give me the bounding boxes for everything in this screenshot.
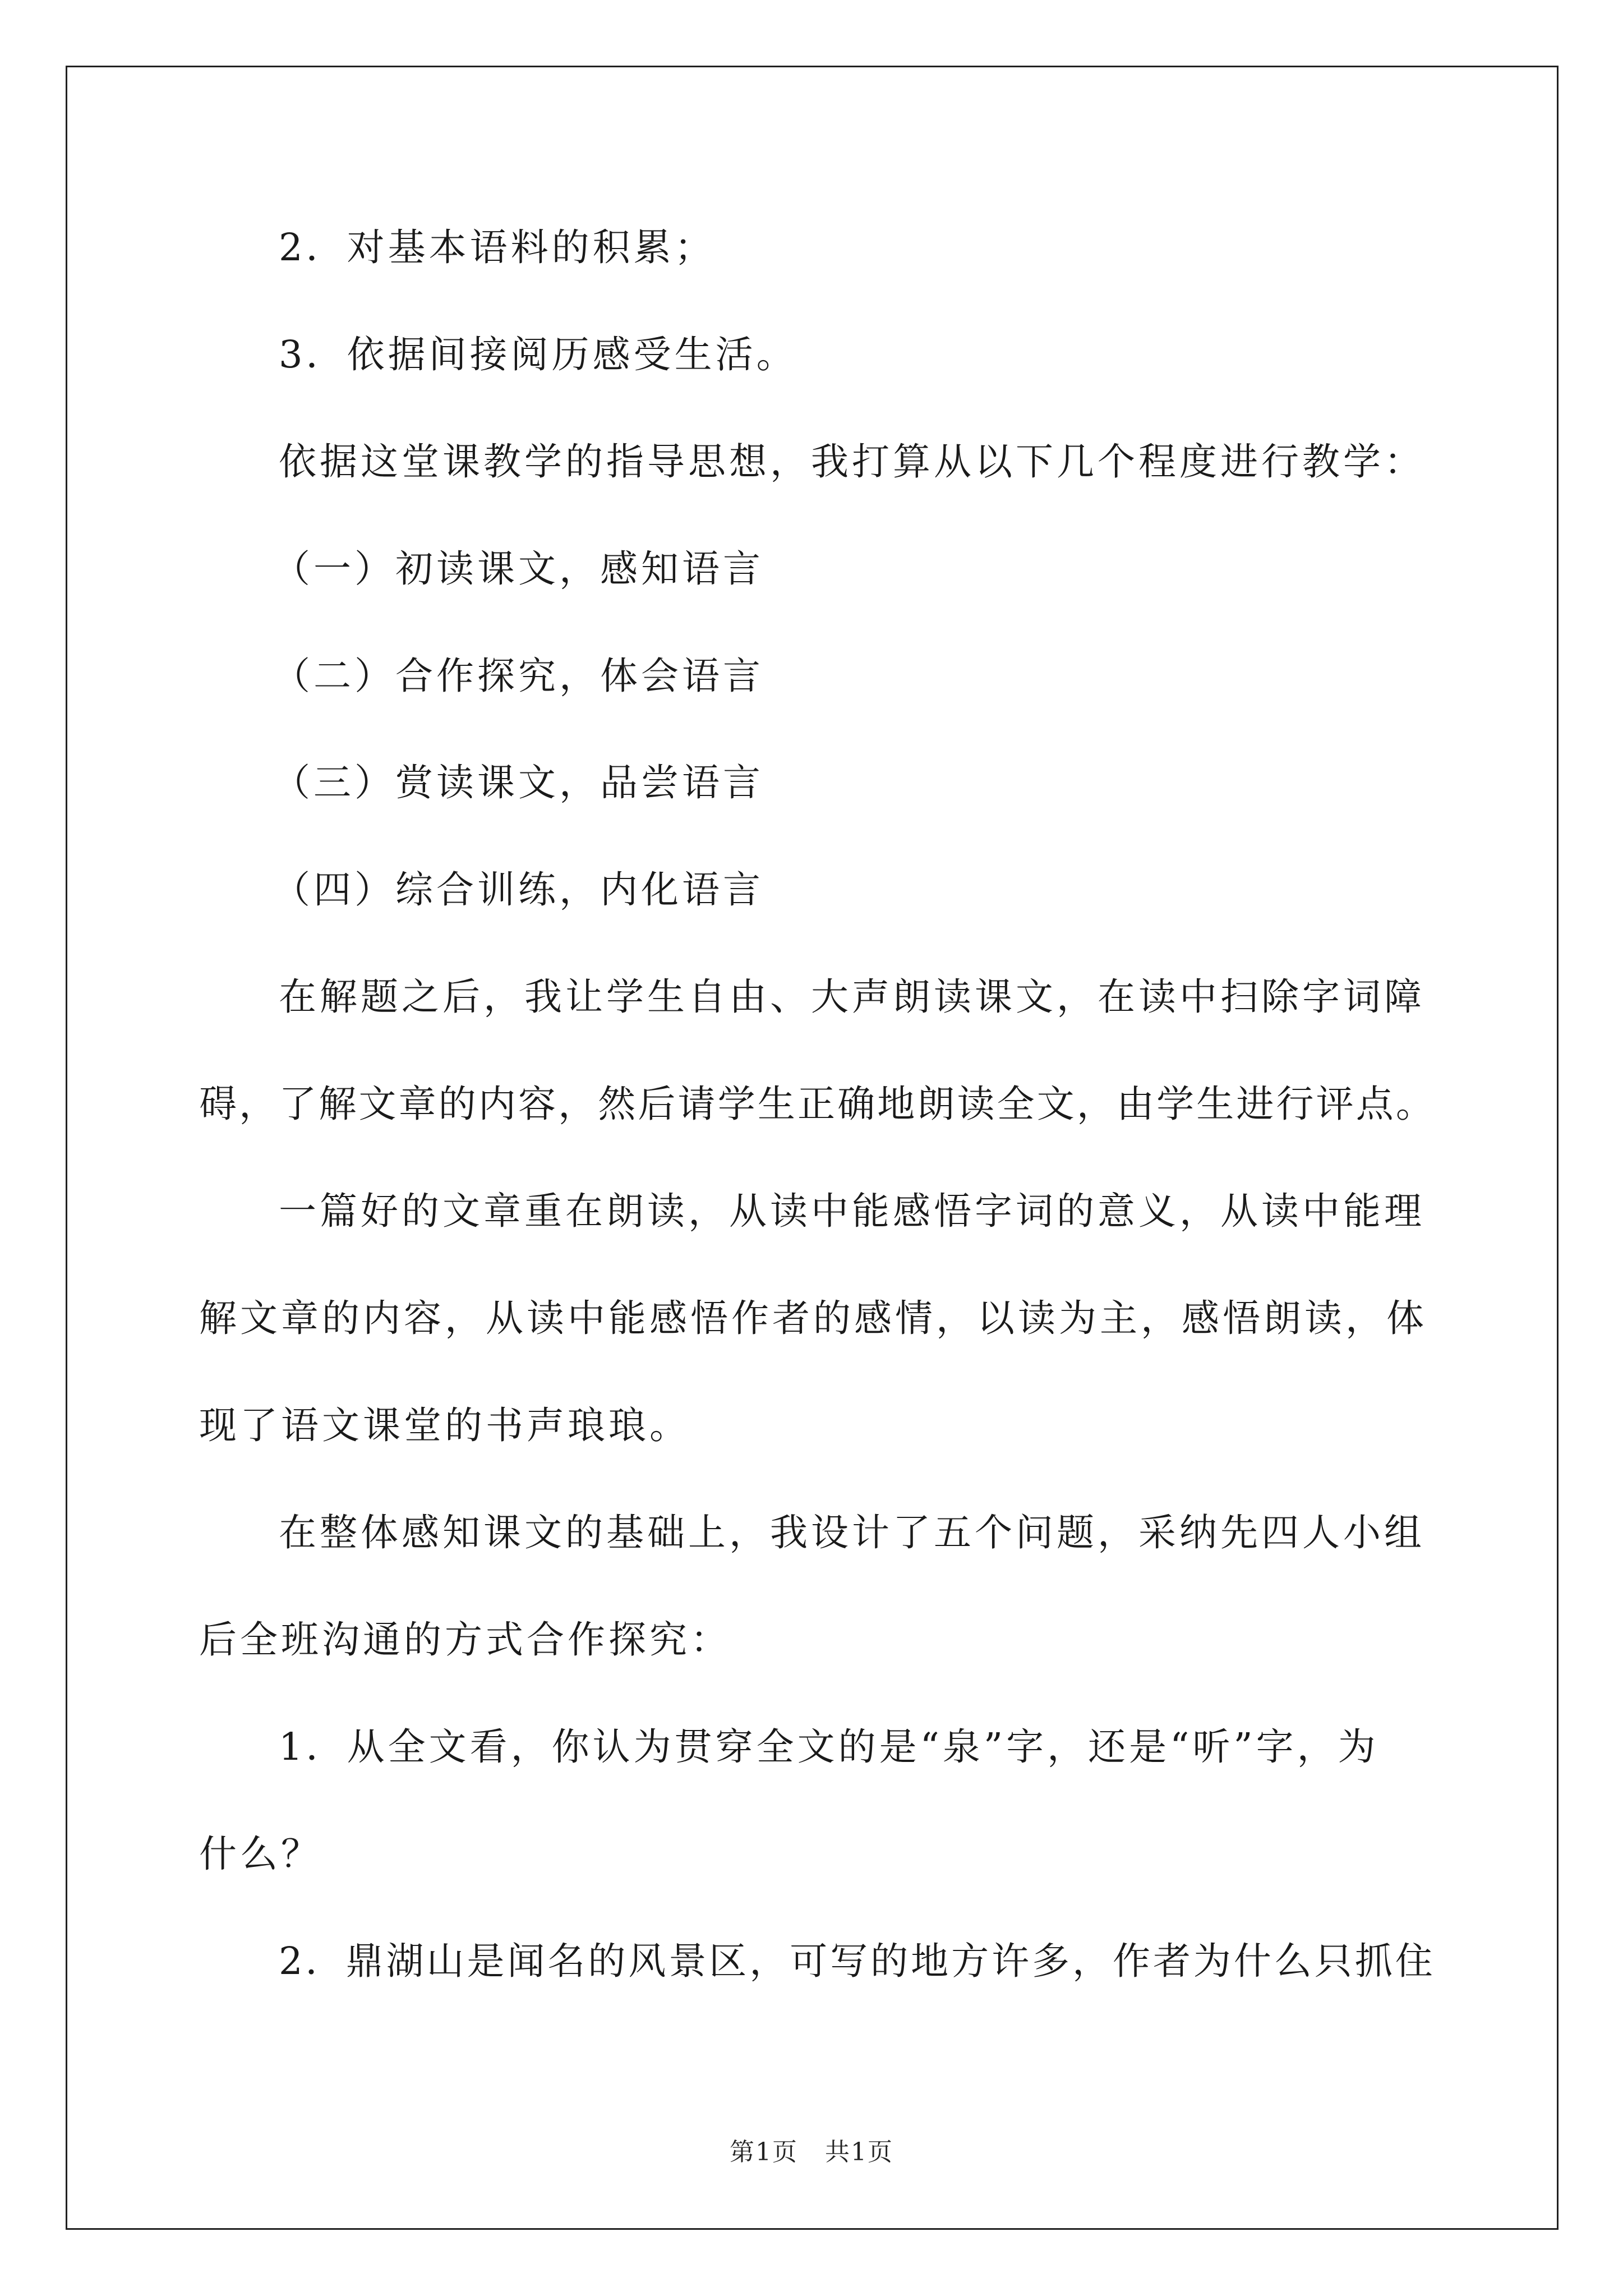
text-line: 2．对基本语料的积累；: [279, 226, 716, 269]
text-line: 解文章的内容，从读中能感悟作者的感情，以读为主，感悟朗读，体: [199, 1296, 1427, 1340]
text-line: （四）综合训练，内化语言: [273, 868, 764, 912]
text-line: 在解题之后，我让学生自由、大声朗读课文，在读中扫除字词障: [279, 975, 1425, 1019]
text-line: 什么？: [199, 1832, 322, 1876]
text-line: 在整体感知课文的基础上，我设计了五个问题，采纳先四人小组: [279, 1511, 1425, 1554]
text-line: （三）赏读课文，品尝语言: [273, 761, 764, 804]
text-line: 后全班沟通的方式合作探究：: [199, 1618, 731, 1662]
footer-gap: [798, 2138, 825, 2166]
text-line: 现了语文课堂的书声琅琅。: [199, 1404, 690, 1447]
page-footer: [0, 2132, 1623, 2168]
text-line: （一）初读课文，感知语言: [273, 547, 764, 591]
text-line: 3．依据间接阅历感受生活。: [279, 333, 797, 376]
text-line: 依据这堂课教学的指导思想，我打算从以下几个程度进行教学：: [279, 440, 1425, 484]
page-border: [66, 66, 1559, 2230]
text-line: 2．鼎湖山是闻名的风景区，可写的地方许多，作者为什么只抓住: [279, 1939, 1436, 1983]
text-line: 1．从全文看，你认为贯穿全文的是“泉”字，还是“听”字，为: [279, 1725, 1379, 1769]
page-total: 共1页: [824, 2138, 893, 2166]
text-line: （二）合作探究，体会语言: [273, 654, 764, 698]
text-line: 一篇好的文章重在朗读，从读中能感悟字词的意义，从读中能理: [279, 1189, 1425, 1233]
text-line: 碍，了解文章的内容，然后请学生正确地朗读全文，由学生进行评点。: [199, 1082, 1436, 1126]
page-number: 第1页: [730, 2138, 799, 2166]
